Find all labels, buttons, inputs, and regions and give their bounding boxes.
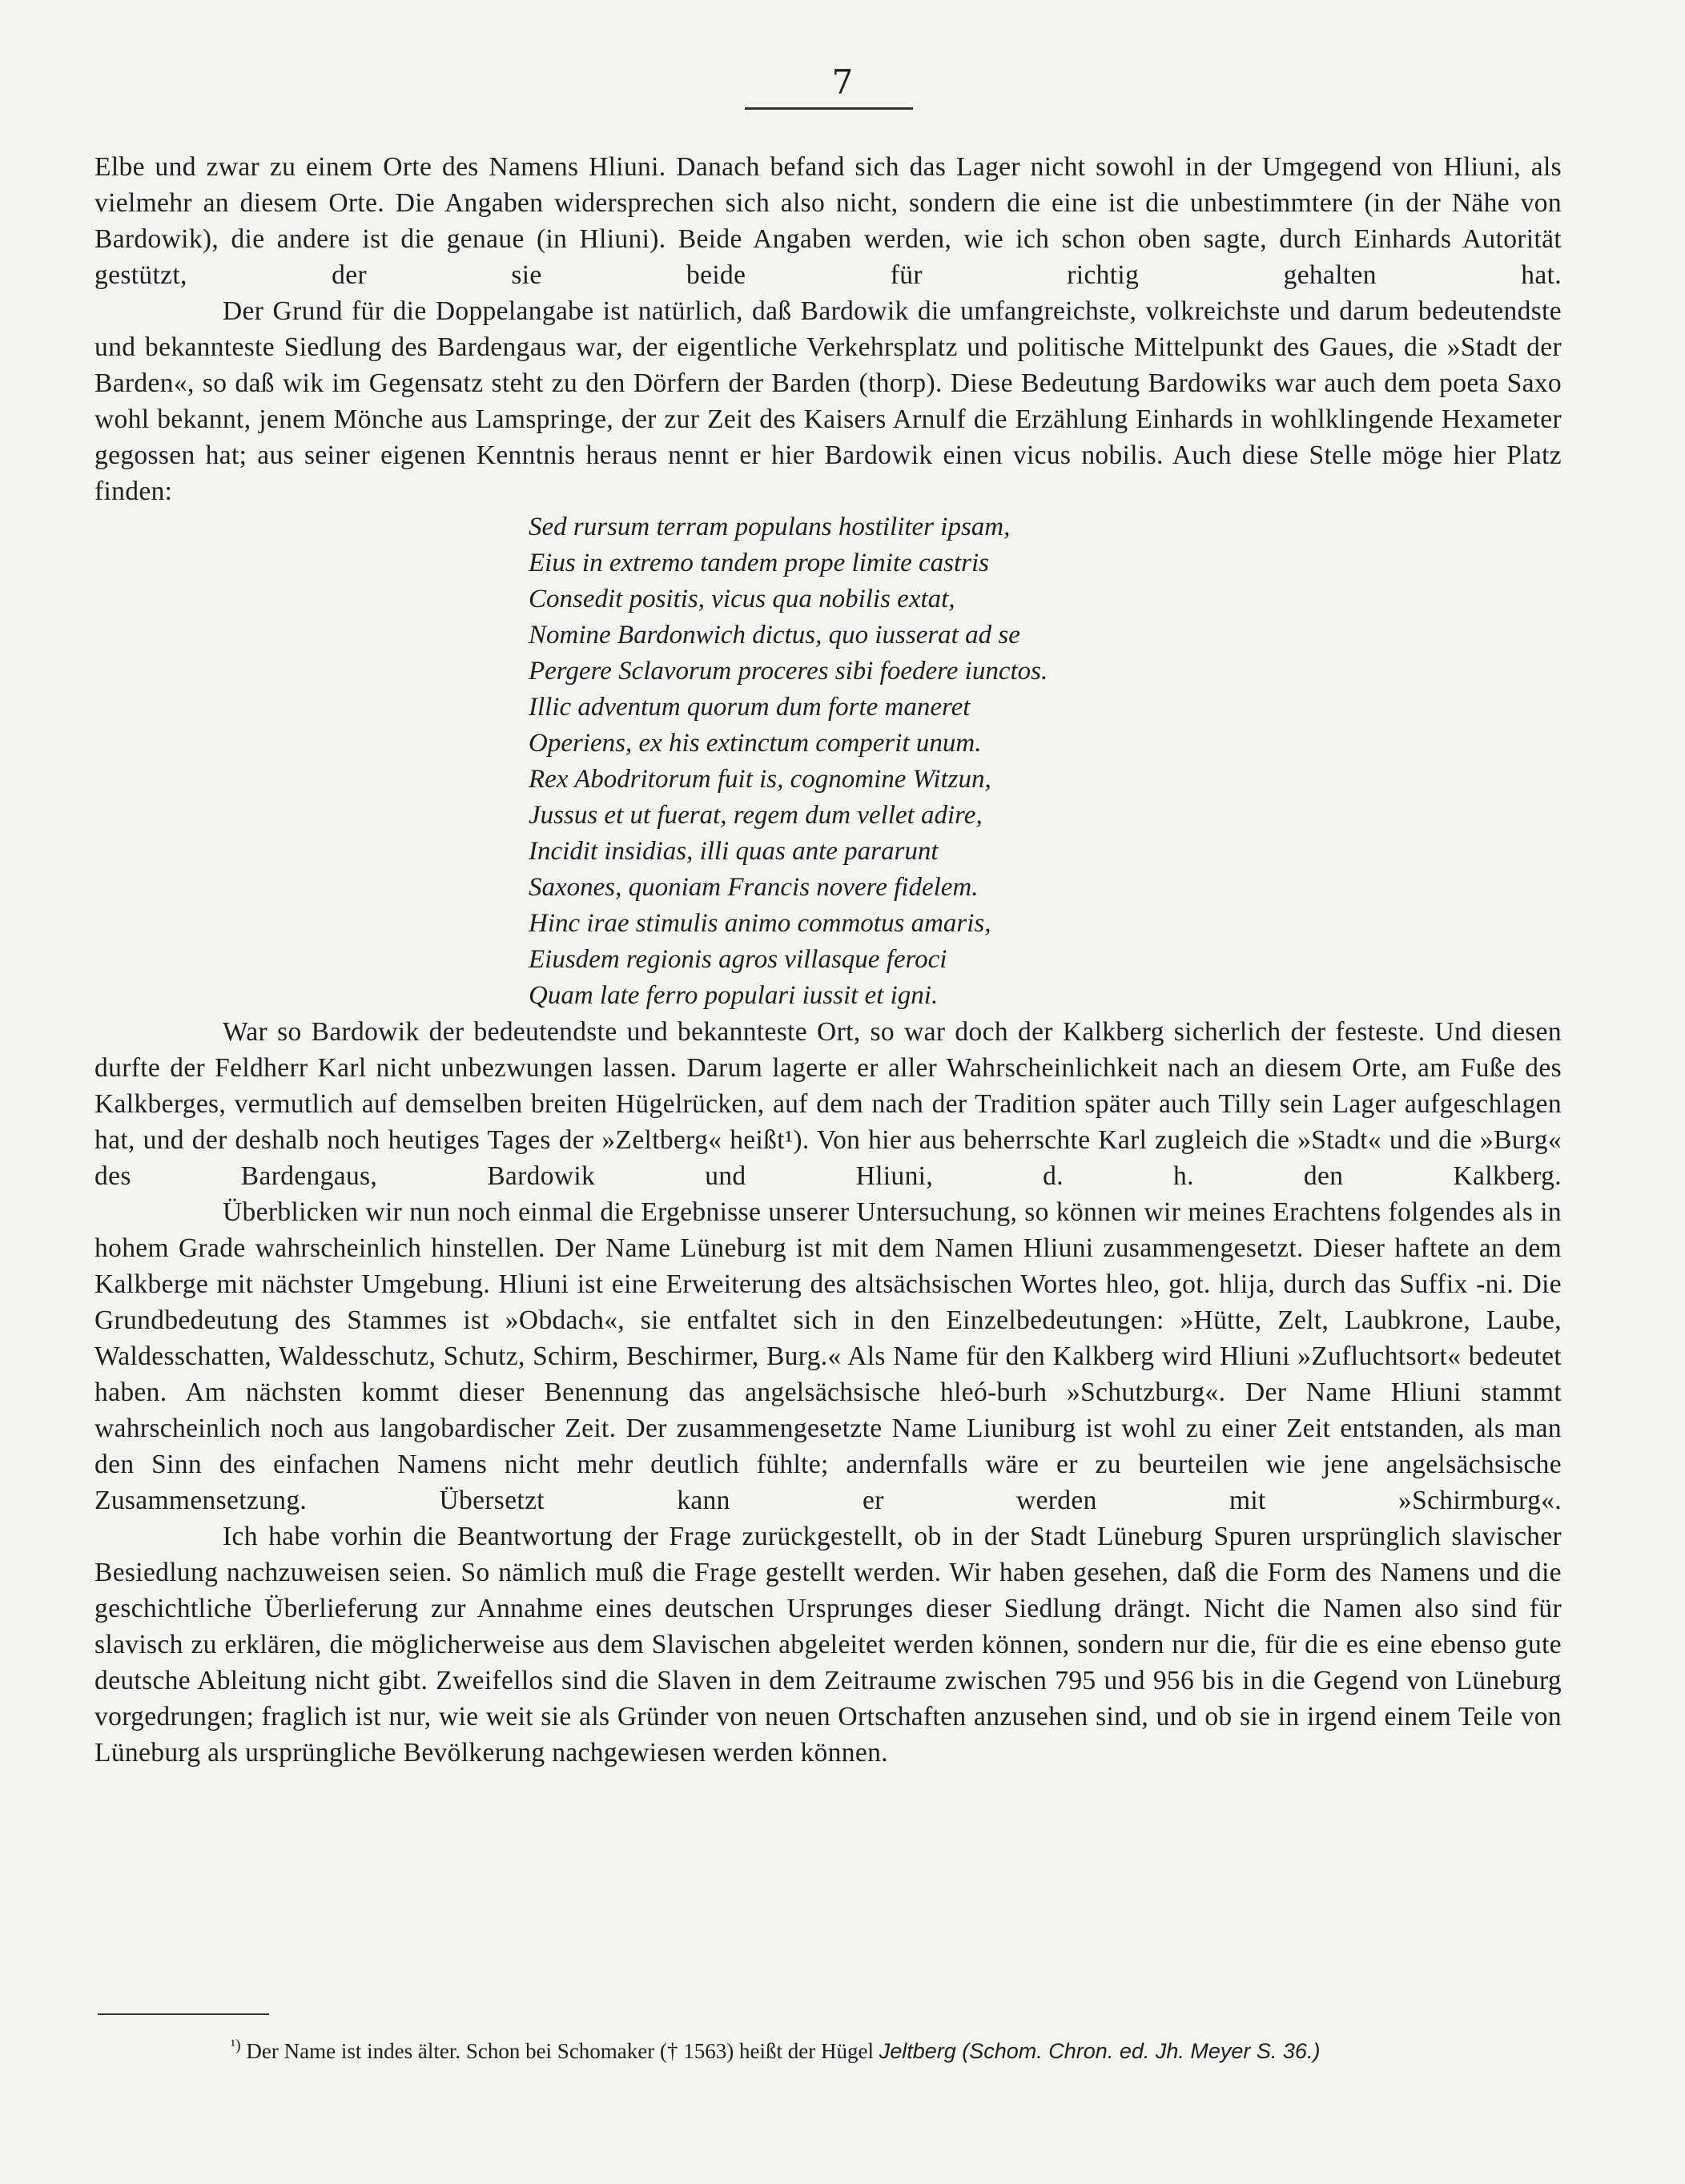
poem-line-7: Operiens, ex his extinctum comperit unum.	[529, 729, 982, 758]
main-text	[95, 149, 1562, 1771]
poem-line-2: Eius in extremo tandem prope limite castris	[529, 549, 989, 577]
page-number-rule	[745, 107, 913, 110]
poem-line-6: Illic adventum quorum dum forte maneret	[529, 693, 971, 722]
paragraph-1: Elbe und zwar zu einem Orte des Namens Hliuni. Danach befand sich das Lager nicht sowohl in der Umgegend von Hliuni, als vielmehr an diesem Orte. Die Angaben widersprechen sich also nicht, sondern die eine ist die unbestimmtere (in der Nähe von Bardowik), die andere ist die genaue (in Hliuni). Beide Angaben werden, wie ich schon oben sagte, durch Einhards Autorität gestützt, der sie beide für richtig gehalten hat.	[95, 152, 1562, 290]
poem-line-11: Saxones, quoniam Francis novere fidelem.	[529, 873, 979, 902]
poem-line-1: Sed rursum terram populans hostiliter ipsam,	[529, 513, 1011, 541]
paragraph-2: Der Grund für die Doppelangabe ist natürlich, daß Bardowik die umfangreichste, volkreichste und darum bedeutendste und bekannteste Siedlung des Bardengaus war, der eigentliche Verkehrsplatz und politische Mittelpunkt des Gaues, die »Stadt der Barden«, so daß wik im Gegensatz steht zu den Dörfern der Barden (thorp). Diese Bedeutung Bardowiks war auch dem poeta Saxo wohl bekannt, jenem Mönche aus Lamspringe, der zur Zeit des Kaisers Arnulf die Erzählung Einhards in wohlklingende Hexameter gegossen hat; aus seiner eigenen Kenntnis heraus nennt er hier Bardowik einen vicus nobilis. Auch diese Stelle möge hier Platz finden:	[95, 296, 1562, 506]
footnote-citation: Jeltberg (Schom. Chron. ed. Jh. Meyer S. 36.)	[879, 2039, 1321, 2063]
page-number: 7	[831, 62, 854, 102]
poem-line-10: Incidit insidias, illi quas ante pararunt	[529, 837, 939, 866]
footnote-text: Der Name ist indes älter. Schon bei Schomaker († 1563) heißt der Hügel	[246, 2039, 874, 2063]
poem-line-3: Consedit positis, vicus qua nobilis extat,	[529, 585, 955, 613]
footnote	[231, 2031, 1320, 2065]
paragraph-3: War so Bardowik der bedeutendste und bekannteste Ort, so war doch der Kalkberg sicherlich der festeste. Und diesen durfte der Feldherr Karl nicht unbezwungen lassen. Darum lagerte er aller Wahrscheinlichkeit nach an diesem Orte, am Fuße des Kalkberges, vermutlich auf demselben breiten Hügelrücken, auf dem nach der Tradition später auch Tilly sein Lager aufgeschlagen hat, und der deshalb noch heutiges Tages der »Zeltberg« heißt¹). Von hier aus beherrschte Karl zugleich die »Stadt« und die »Burg« des Bardengaus, Bardowik und Hliuni, d. h. den Kalkberg.	[95, 1017, 1562, 1191]
poem-line-4: Nomine Bardonwich dictus, quo iusserat ad se	[529, 621, 1020, 650]
paragraph-5: Ich habe vorhin die Beantwortung der Frage zurückgestellt, ob in der Stadt Lüneburg Spuren ursprünglich slavischer Besiedlung nachzuweisen seien. So nämlich muß die Frage gestellt werden. Wir haben gesehen, daß die Form des Namens und die geschichtliche Überlieferung zur Annahme eines deutschen Ursprunges dieser Siedlung drängt. Nicht die Namen also sind für slavisch zu erklären, die möglicherweise aus dem Slavischen abgeleitet werden können, sondern nur die, für die es eine ebenso gute deutsche Ableitung nicht gibt. Zweifellos sind die Slaven in dem Zeitraume zwischen 795 und 956 bis in die Gegend von Lüneburg vorgedrungen; fraglich ist nur, wie weit sie als Gründer von neuen Ortschaften anzusehen sind, und ob sie in irgend einem Teile von Lüneburg als ursprüngliche Bevölkerung nachgewiesen werden können.	[95, 1522, 1562, 1768]
latin-poem-quote	[529, 509, 1562, 1014]
poem-line-14: Quam late ferro populari iussit et igni.	[529, 981, 939, 1010]
paragraph-4: Überblicken wir nun noch einmal die Ergebnisse unserer Untersuchung, so können wir meines Erachtens folgendes als in hohem Grade wahrscheinlich hinstellen. Der Name Lüneburg ist mit dem Namen Hliuni zusammengesetzt. Dieser haftete an dem Kalkberge mit nächster Umgebung. Hliuni ist eine Erweiterung des altsächsischen Wortes hleo, got. hlija, durch das Suffix -ni. Die Grundbedeutung des Stammes ist »Obdach«, sie entfaltet sich in den Einzelbedeutungen: »Hütte, Zelt, Laubkrone, Laube, Waldesschatten, Waldesschutz, Schutz, Schirm, Beschirmer, Burg.« Als Name für den Kalkberg wird Hliuni »Zufluchtsort« bedeutet haben. Am nächsten kommt dieser Benennung das angelsächsische hleó-burh »Schutzburg«. Der Name Hliuni stammt wahrscheinlich noch aus langobardischer Zeit. Der zusammengesetzte Name Liuniburg ist wohl zu einer Zeit entstanden, als man den Sinn des einfachen Namens nicht mehr deutlich fühlte; andernfalls wäre er zu beurteilen wie jene angelsächsische Zusammensetzung. Übersetzt kann er werden mit »Schirmburg«.	[95, 1197, 1562, 1515]
poem-line-12: Hinc irae stimulis animo commotus amaris,	[529, 909, 991, 938]
poem-line-9: Jussus et ut fuerat, regem dum vellet adire,	[529, 801, 983, 830]
poem-line-13: Eiusdem regionis agros villasque feroci	[529, 945, 947, 974]
footnote-marker: ¹)	[231, 2037, 241, 2054]
footnote-rule	[98, 2013, 269, 2015]
poem-line-8: Rex Abodritorum fuit is, cognomine Witzun,	[529, 765, 991, 794]
poem-line-5: Pergere Sclavorum proceres sibi foedere iunctos.	[529, 657, 1048, 686]
